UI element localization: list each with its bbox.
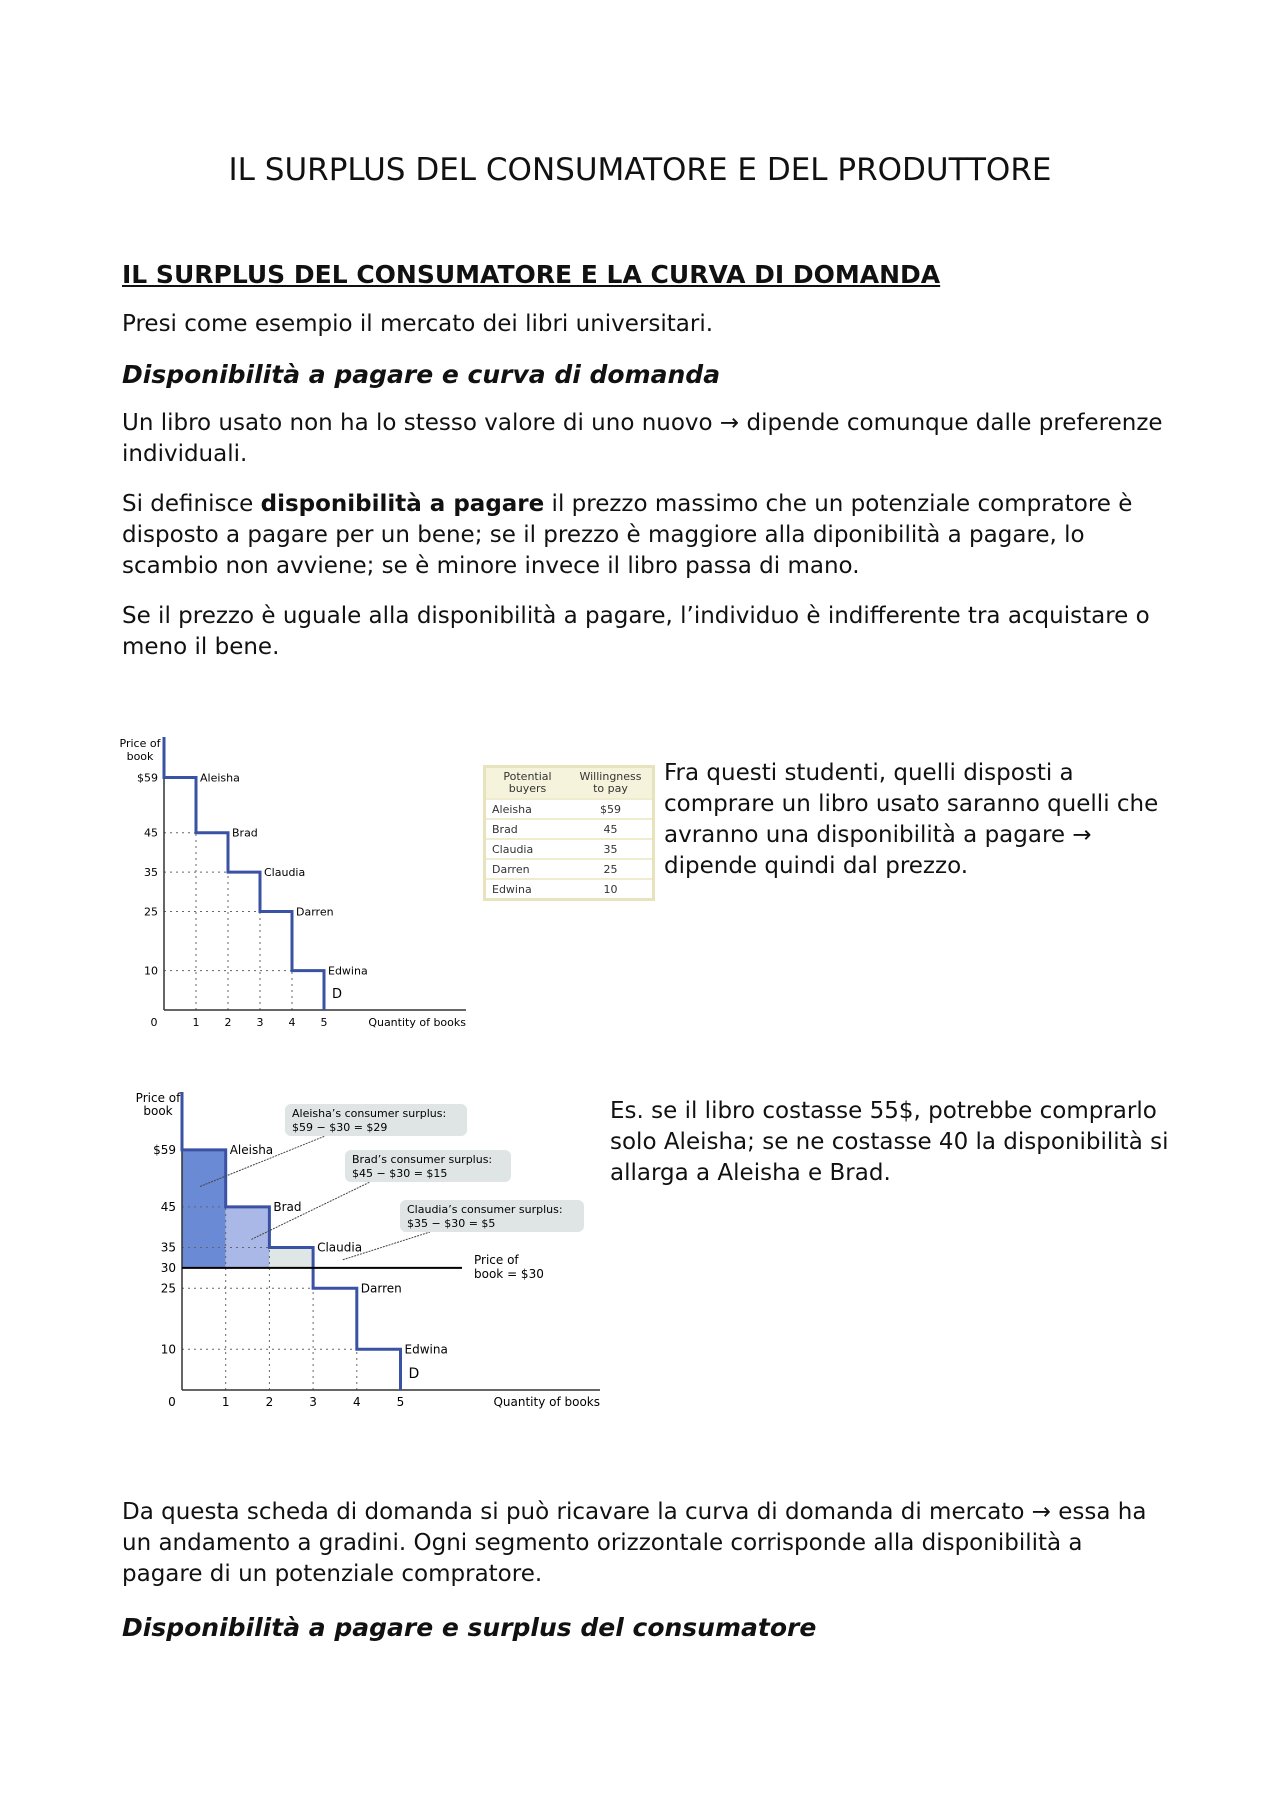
y-axis-label-line1: Price of	[119, 737, 161, 750]
x-tick-label: 4	[288, 1016, 296, 1029]
section-heading: IL SURPLUS DEL CONSUMATORE E LA CURVA DI DOMANDA	[122, 260, 941, 289]
subheading-demand: Disponibilità a pagare e curva di domanda	[122, 360, 721, 389]
buyer-label: Edwina	[328, 964, 368, 978]
buyer-name: Aleisha	[485, 799, 570, 819]
surplus-area	[269, 1248, 313, 1268]
paragraph-indifferent: Se il prezzo è uguale alla disponibilità a pagare, l’individuo è indifferente tra acquistare o meno il bene.	[122, 603, 1150, 660]
x-tick-label: 0	[168, 1395, 176, 1409]
paragraph-market-demand: Da questa scheda di domanda si può ricavare la curva di domanda di mercato → essa ha un andamento a gradini. Ogni segmento orizzontale corrisponde alla disponibilità a pagare di un potenziale compratore.	[122, 1499, 1147, 1587]
x-tick-label: 4	[352, 1395, 361, 1409]
definition-term: disponibilità a pagare	[260, 491, 545, 517]
x-axis-label: Quantity of books	[368, 1016, 466, 1029]
curve-label: D	[332, 987, 343, 1002]
surplus-calc: $59 − $30 = $29	[292, 1121, 388, 1134]
buyer-label: Claudia	[264, 866, 306, 880]
surplus-area	[226, 1207, 270, 1268]
x-tick-label: 2	[224, 1016, 232, 1029]
y-tick-label: $59	[137, 771, 158, 785]
x-tick-label: 5	[320, 1016, 328, 1029]
buyer-name: Claudia	[485, 839, 570, 859]
surplus-title: Claudia’s consumer surplus:	[407, 1203, 563, 1216]
buyer-label: Darren	[296, 905, 334, 919]
x-tick-label: 3	[256, 1016, 264, 1029]
x-tick-label: 1	[221, 1395, 230, 1409]
y-tick-label: 30	[160, 1260, 176, 1275]
page-title: IL SURPLUS DEL CONSUMATORE E DEL PRODUTTORE	[228, 152, 1052, 188]
willingness-value: $59	[569, 799, 654, 819]
paragraph-value: Un libro usato non ha lo stesso valore di uno nuovo → dipende comunque dalle preferenze individuali.	[122, 410, 1163, 467]
buyer-label: Darren	[360, 1281, 402, 1296]
y-tick-label: 25	[144, 905, 158, 919]
x-tick-label: 3	[309, 1395, 317, 1409]
surplus-title: Aleisha’s consumer surplus:	[292, 1107, 447, 1120]
willingness-table-wrap	[483, 765, 655, 901]
buyer-label: Aleisha	[200, 771, 240, 785]
side-text-1: Fra questi studenti, quelli disposti a comprare un libro usato saranno quelli che avranno una disponibilità a pagare → dipende quindi dal prezzo.	[664, 760, 1159, 879]
y-tick-label: 10	[160, 1342, 176, 1357]
table-row	[485, 879, 654, 900]
price-label: Price of	[474, 1252, 519, 1267]
y-tick-label: 35	[144, 866, 158, 880]
buyer-label: Aleisha	[229, 1142, 274, 1157]
y-tick-label: 25	[160, 1281, 176, 1296]
y-axis-label-line1: Price of	[135, 1091, 181, 1105]
table-row	[485, 819, 654, 839]
willingness-value: 25	[569, 859, 654, 879]
y-tick-label: $59	[153, 1142, 176, 1157]
curve-label: D	[408, 1366, 420, 1382]
buyer-name: Edwina	[485, 879, 570, 900]
col-header: Willingness to pay	[579, 770, 642, 795]
surplus-area	[182, 1150, 226, 1268]
x-tick-label: 1	[192, 1016, 200, 1029]
buyer-name: Brad	[485, 819, 570, 839]
y-tick-label: 10	[144, 964, 158, 978]
buyer-label: Brad	[273, 1199, 302, 1214]
x-tick-label: 0	[150, 1016, 158, 1029]
willingness-value: 45	[569, 819, 654, 839]
x-tick-label: 5	[396, 1395, 405, 1409]
y-tick-label: 35	[160, 1240, 176, 1255]
buyer-name: Darren	[485, 859, 570, 879]
buyer-label: Edwina	[404, 1342, 448, 1357]
x-tick-label: 2	[265, 1395, 274, 1409]
intro-paragraph: Presi come esempio il mercato dei libri universitari.	[122, 311, 714, 337]
y-tick-label: 45	[160, 1199, 176, 1214]
closing-section	[122, 1497, 1167, 1661]
table-row	[485, 839, 654, 859]
col-header: Potential buyers	[503, 770, 552, 795]
subheading-surplus: Disponibilità a pagare e surplus del consumatore	[122, 1613, 817, 1642]
y-tick-label: 45	[144, 826, 158, 840]
definition-post: il prezzo massimo che un potenziale compratore è disposto a pagare per un bene; se il prezzo è maggiore alla diponibilità a pagare, lo scambio non avviene; se è minore invece il libro passa di mano.	[122, 491, 1133, 579]
table-row	[485, 799, 654, 819]
x-axis-label: Quantity of books	[493, 1395, 600, 1409]
side-text-2: Es. se il libro costasse 55$, potrebbe comprarlo solo Aleisha; se ne costasse 40 la disponibilità si allarga a Aleisha e Brad.	[610, 1098, 1169, 1186]
surplus-title: Brad’s consumer surplus:	[352, 1153, 493, 1166]
buyer-label: Claudia	[317, 1240, 363, 1255]
surplus-calc: $45 − $30 = $15	[352, 1167, 448, 1180]
buyer-label: Brad	[232, 826, 258, 840]
y-axis-label-line2: book	[143, 1104, 173, 1118]
willingness-table	[483, 765, 655, 901]
willingness-value: 10	[569, 879, 654, 900]
price-label: book = $30	[474, 1266, 544, 1281]
willingness-value: 35	[569, 839, 654, 859]
definition-pre: Si definisce	[122, 491, 261, 517]
y-axis-label-line2: book	[126, 750, 154, 763]
table-row	[485, 859, 654, 879]
surplus-calc: $35 − $30 = $5	[407, 1217, 496, 1230]
